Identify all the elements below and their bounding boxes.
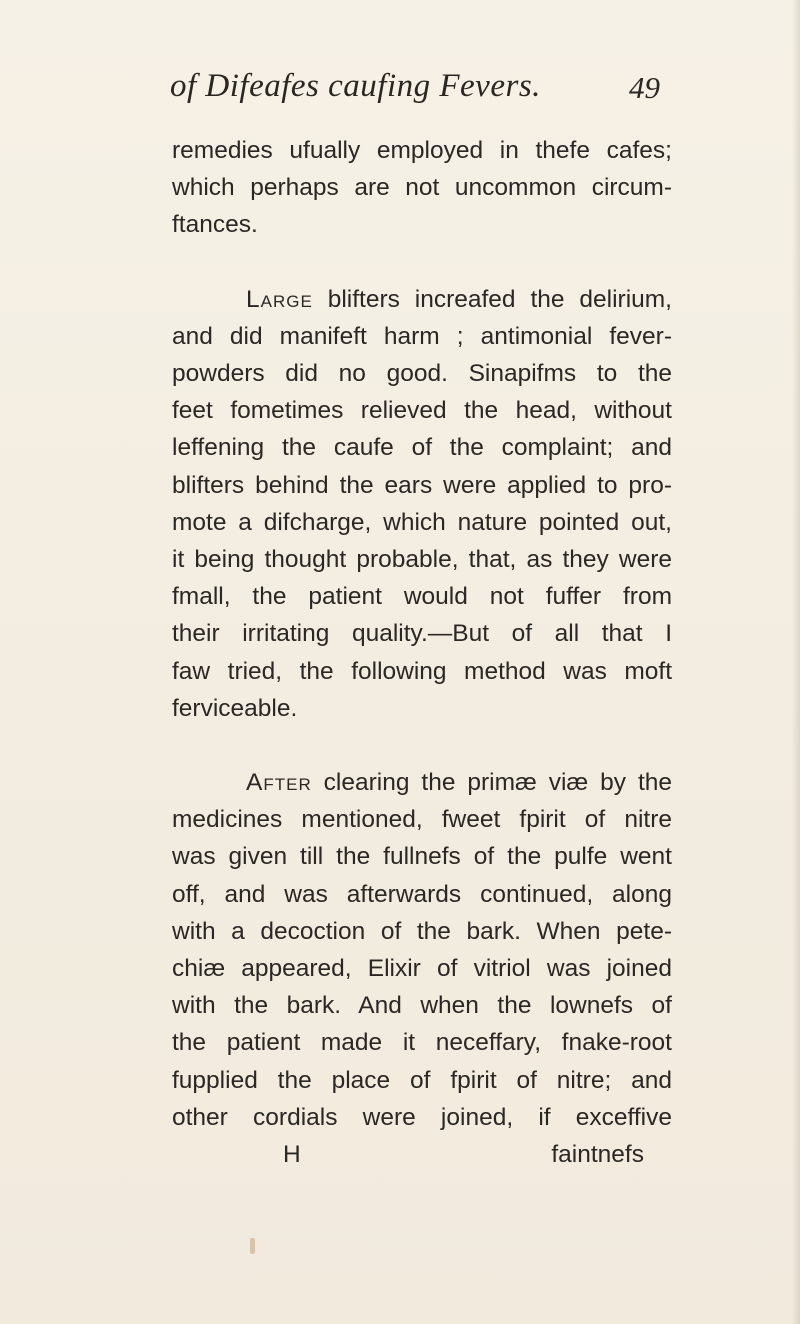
- text-line: which perhaps are not uncommon circum-: [172, 174, 672, 202]
- text-line: remedies ufually employed in thefe cafes;: [172, 137, 672, 164]
- body-text: [172, 132, 672, 1173]
- paragraph-2: [172, 281, 672, 727]
- running-head: [170, 68, 660, 112]
- paragraph-lead-word: Large: [246, 285, 313, 313]
- running-title: of Difeafes caufing Fevers.: [170, 68, 541, 104]
- text-line: their irritating quality.—But of all that I: [172, 620, 672, 648]
- text-line: off, and was afterwards continued, along: [172, 880, 672, 908]
- text-line: [172, 281, 672, 318]
- text-line: fupplied the place of fpirit of nitre; and: [172, 1066, 672, 1094]
- text-line: with a decoction of the bark. When pete-: [172, 917, 672, 945]
- paragraph-1: [172, 132, 672, 244]
- footer-line: [172, 1136, 672, 1173]
- text-line: chiæ appeared, Elixir of vitriol was joined: [172, 955, 672, 983]
- text-line: and did manifeft harm ; antimonial fever-: [172, 322, 672, 350]
- ink-blemish: [250, 1238, 255, 1254]
- text-line: with the bark. And when the lownefs of: [172, 992, 672, 1020]
- page-number: 49: [629, 70, 660, 105]
- text-line: fmall, the patient would not fuffer from: [172, 583, 672, 611]
- text-line: other cordials were joined, if exceffive: [172, 1103, 672, 1131]
- text-line: powders did no good. Sinapifms to the: [172, 360, 672, 388]
- text-line: mote a difcharge, which nature pointed out,: [172, 508, 672, 536]
- paragraph-lead-word: After: [246, 769, 312, 797]
- text-line: blifters behind the ears were applied to pro-: [172, 471, 672, 499]
- text-line: medicines mentioned, fweet fpirit of nitre: [172, 806, 672, 834]
- page-edge-shadow: [792, 0, 800, 1324]
- text-line: was given till the fullnefs of the pulfe went: [172, 843, 672, 871]
- catchword: faintnefs: [551, 1141, 644, 1169]
- text-line: [172, 764, 672, 801]
- text-line: ftances.: [172, 211, 258, 239]
- text-line-rest: blifters increafed the delirium,: [312, 285, 672, 313]
- text-line: feet fometimes relieved the head, without: [172, 397, 672, 425]
- text-line: the patient made it neceffary, fnake-root: [172, 1029, 672, 1057]
- text-line: ferviceable.: [172, 694, 298, 722]
- paragraph-3: [172, 764, 672, 1173]
- text-line: faw tried, the following method was moft: [172, 657, 672, 685]
- text-line-rest: clearing the primæ viæ by the: [311, 769, 672, 797]
- text-line: it being thought probable, that, as they were: [172, 546, 672, 574]
- signature-mark: H: [283, 1141, 301, 1169]
- text-line: leffening the caufe of the complaint; and: [172, 434, 672, 462]
